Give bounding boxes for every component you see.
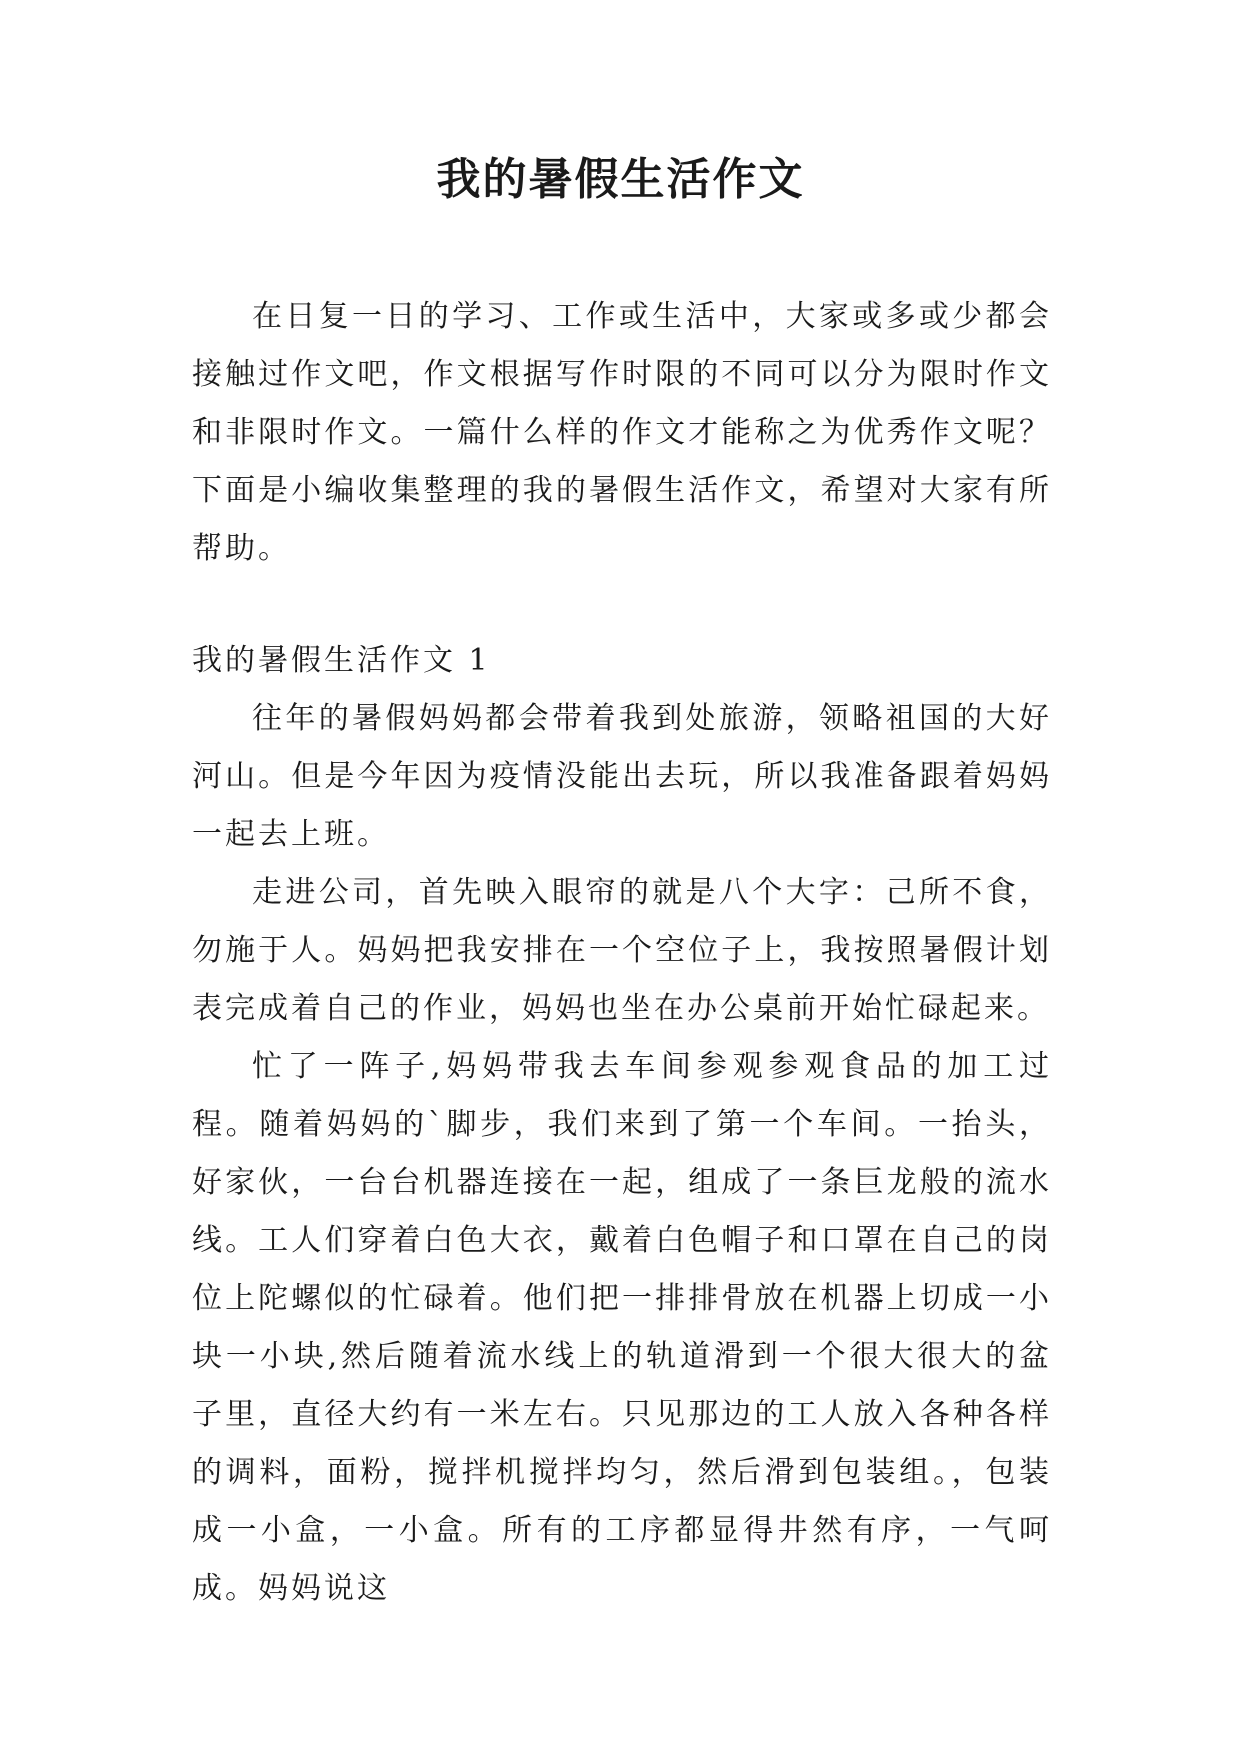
intro-paragraph: 在日复一日的学习、工作或生活中，大家或多或少都会接触过作文吧，作文根据写作时限的不同可以分为限时作文和非限时作文。一篇什么样的作文才能称之为优秀作文呢？下面是小编收集整理的我的暑假生活作文，希望对大家有所帮助。 — [192, 299, 1052, 566]
document-title: 我的暑假生活作文 — [436, 154, 805, 205]
essay-paragraph-2: 走进公司，首先映入眼帘的就是八个大字：己所不食，勿施于人。妈妈把我安排在一个空位子上，我按照暑假计划表完成着自己的作业，妈妈也坐在办公桌前开始忙碌起来。 — [192, 875, 1052, 1026]
essay-paragraph-1: 往年的暑假妈妈都会带着我到处旅游，领略祖国的大好河山。但是今年因为疫情没能出去玩，所以我准备跟着妈妈一起去上班。 — [192, 701, 1052, 852]
essay-section — [192, 632, 1052, 1618]
section-heading: 我的暑假生活作文 1 — [192, 643, 491, 678]
intro-section — [192, 288, 1052, 578]
essay-paragraph-3: 忙了一阵子,妈妈带我去车间参观参观食品的加工过程。随着妈妈的`脚步，我们来到了第一个车间。一抬头，好家伙，一台台机器连接在一起，组成了一条巨龙般的流水线。工人们穿着白色大衣，戴着白色帽子和口罩在自己的岗位上陀螺似的忙碌着。他们把一排排骨放在机器上切成一小块一小块,然后随着流水线上的轨道滑到一个很大很大的盆子里，直径大约有一米左右。只见那边的工人放入各种各样的调料，面粉，搅拌机搅拌均匀，然后滑到包装组。，包装成一小盒，一小盒。所有的工序都显得井然有序，一气呵成。妈妈说这 — [192, 1049, 1052, 1606]
